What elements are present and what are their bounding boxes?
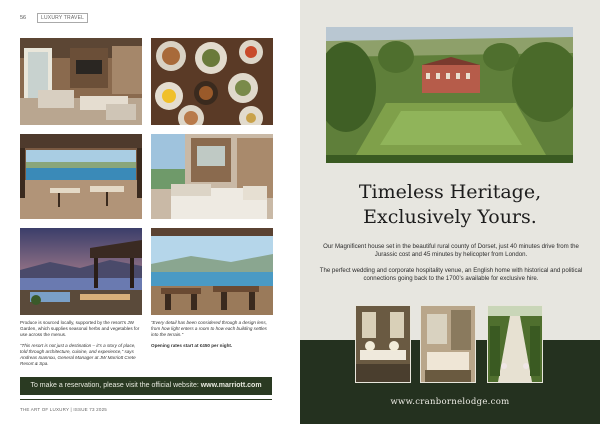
caption-right-quote: “Every detail has been considered through a design lens, from how light enters a room to how each building settles into the terrain.”: [151, 320, 267, 338]
photo-estate-aerial: [326, 27, 573, 163]
reservation-text: To make a reservation, please visit the official website:: [30, 382, 201, 389]
page-footer: THE ART OF LUXURY | ISSUE 73 2025: [20, 407, 107, 412]
caption-left-quote: “This resort is not just a destination – it’s a story of place, told through architecture, cuisine, and experience,” says Andreas Ioannou, General Manager at JW Marriott Crete Resort & Spa.: [20, 342, 136, 367]
photo-terrace-sea-view: [20, 134, 142, 219]
caption-left: [20, 320, 142, 371]
caption-right: [151, 320, 273, 353]
thumb-dining-hall: [355, 305, 411, 383]
headline-line2: Exclusively Yours.: [363, 206, 537, 228]
thumb-garden-aisle: [487, 305, 543, 383]
body-para1: Our Magnificent house set in the beautiful rural county of Dorset, just 40 minutes drive from the Jurassic cost and 45 minutes by helicopter from London.: [323, 243, 579, 258]
headline: [300, 180, 600, 230]
section-tag: LUXURY TRAVEL: [37, 13, 88, 23]
website-link[interactable]: www.cranbornelodge.com: [390, 397, 510, 407]
photo-food-table: [151, 38, 273, 125]
page-number: 56: [20, 15, 27, 21]
opening-rates: Opening rates start at €450 per night.: [151, 342, 233, 348]
photo-terrace-dining: [151, 228, 273, 315]
caption-left-para1: Produce is sourced locally, supported by the resort’s JW Garden, which supplies seasonal herbs and vegetables for use across the menus.: [20, 320, 140, 338]
divider-line: [20, 399, 272, 400]
thumb-bedroom: [420, 305, 476, 383]
photo-sunset-pool: [20, 228, 142, 315]
reservation-link[interactable]: www.marriott.com: [200, 382, 262, 389]
photo-bedroom: [151, 134, 273, 219]
reservation-bar: [20, 377, 272, 395]
body-para2: The perfect wedding and corporate hospitality venue, an English home with historical and political connections going back to the 1700’s available for exclusive hire.: [319, 267, 583, 282]
headline-line1: Timeless Heritage,: [358, 181, 542, 203]
photo-hotel-room: [20, 38, 142, 125]
